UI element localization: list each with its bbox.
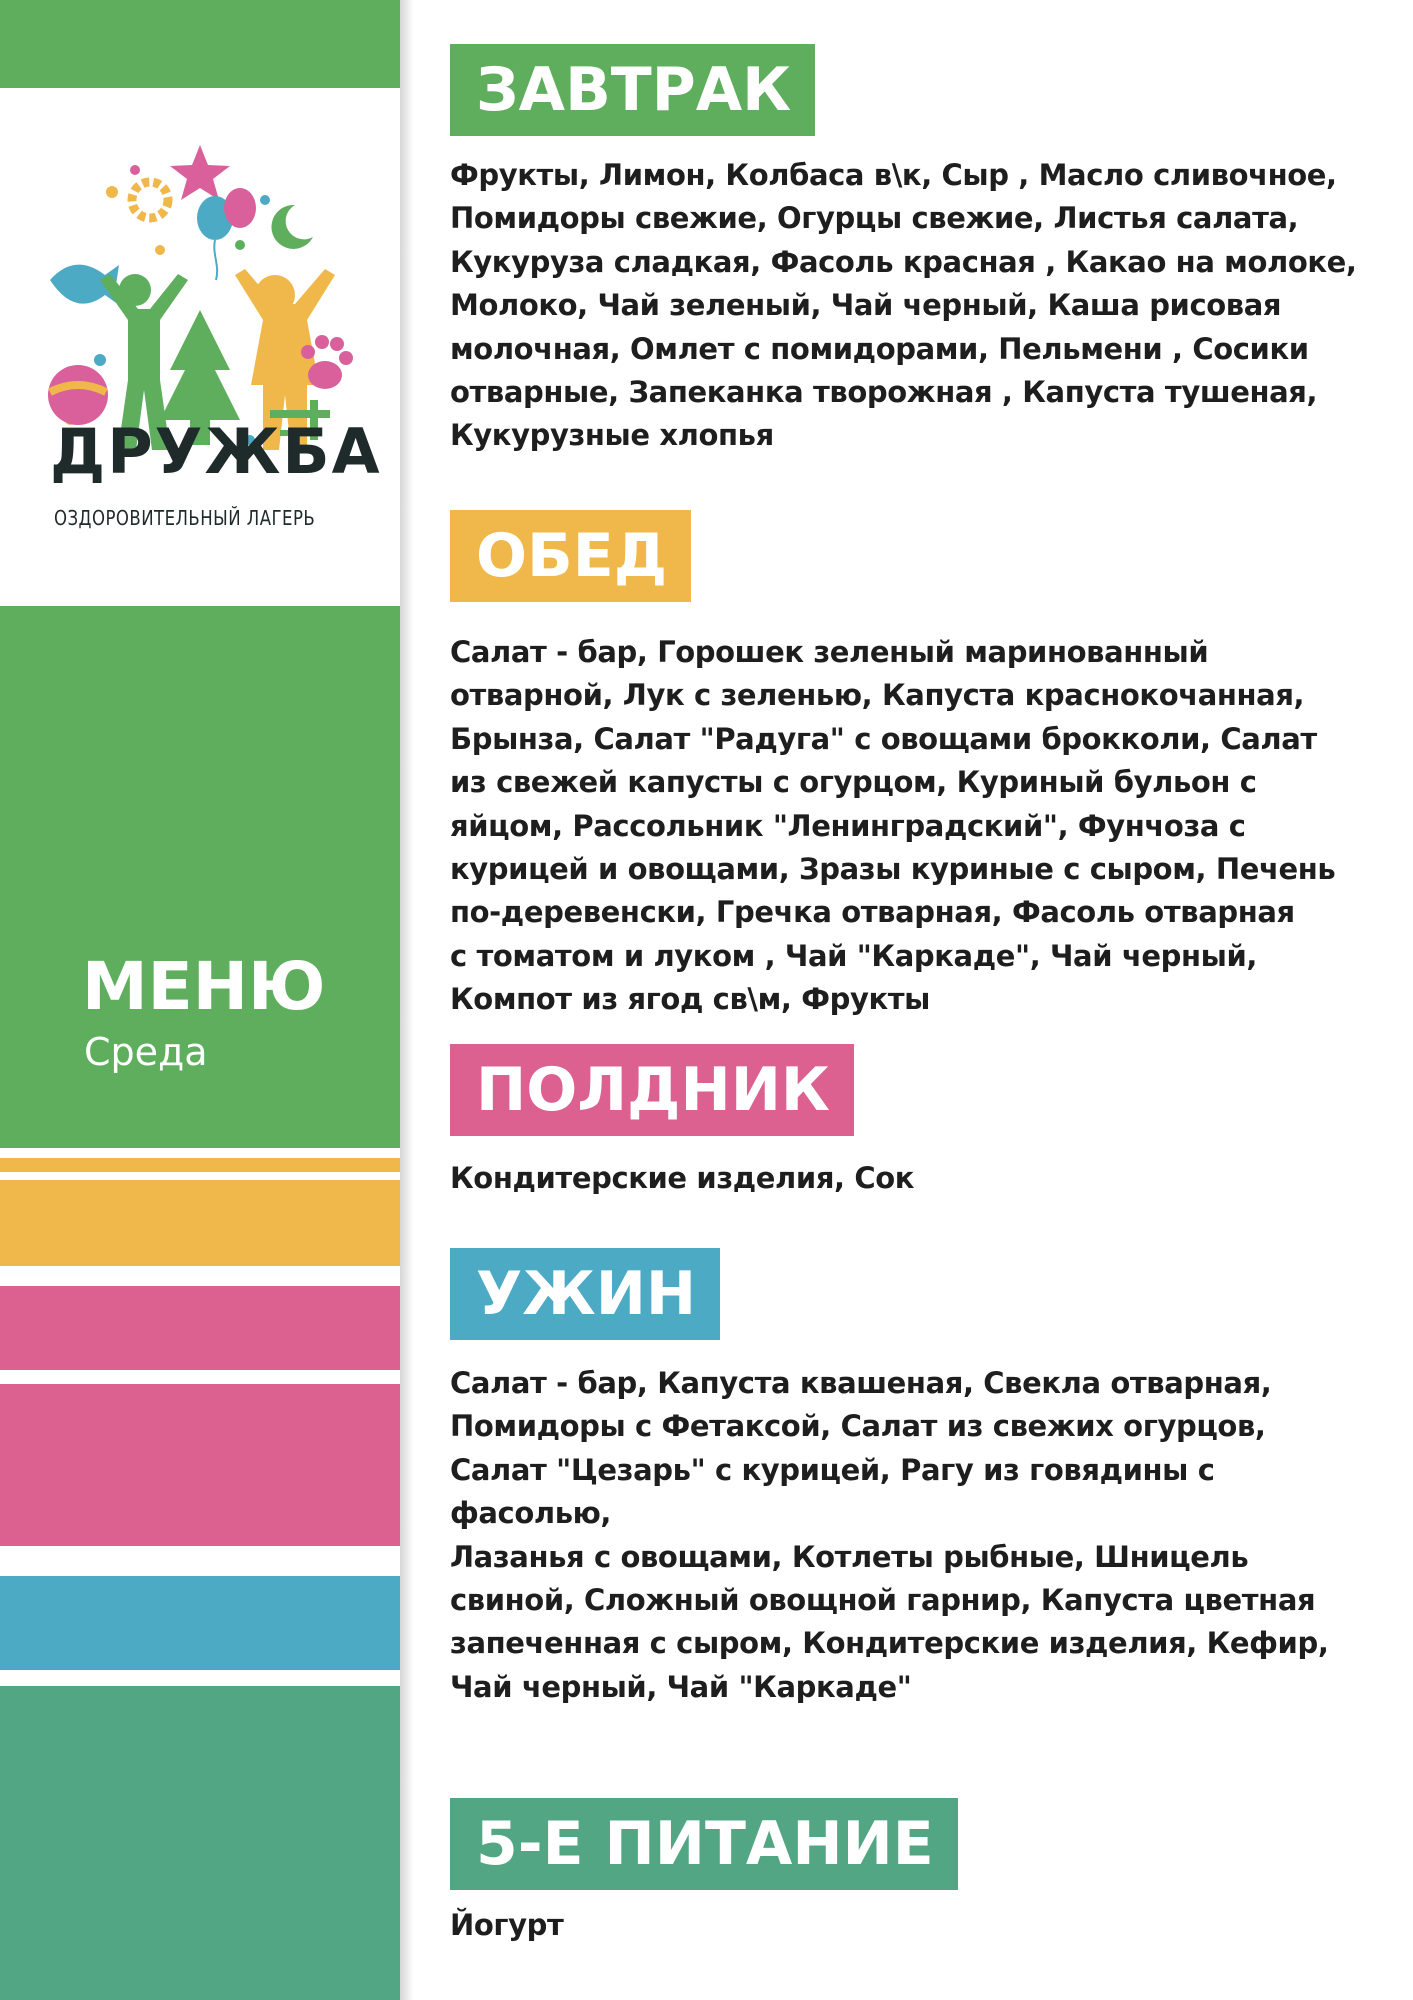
- balloon-icon: [224, 188, 256, 228]
- teal-bottom-panel: [0, 1686, 400, 2000]
- snack-header: ПОЛДНИК: [450, 1044, 854, 1136]
- top-green-band: [0, 0, 400, 88]
- brand-name: ДРУЖБА: [50, 415, 382, 488]
- sidebar-shadow: [400, 0, 414, 2000]
- sun-icon: [132, 182, 168, 218]
- yellow-thin-stripe: [0, 1158, 400, 1172]
- breakfast-header: ЗАВТРАК: [450, 44, 815, 136]
- star-icon: [170, 145, 230, 200]
- menu-day: Среда: [84, 1030, 208, 1074]
- pink-stripe: [0, 1286, 400, 1370]
- snack-text: Кондитерские изделия, Сок: [450, 1161, 915, 1195]
- lunch-text: Салат - бар, Горошек зеленый маринованный отварной, Лук с зеленью, Капуста краснокочанная, Брынза, Салат "Радуга" с овощами брокколи, Салат из свежей капусты с огурцом, Куриный бульон с яйцом, Рассольник "Ленинградский", Фунчоза с курицей и овощами, Зразы куриные с сыром, Печень по-деревенски, Гречка отварная, Фасоль отварная с томатом и луком , Чай "Каркаде", Чай черный, Компот из ягод св\м, Фрукты: [450, 635, 1336, 1017]
- yellow-stripe: [0, 1180, 400, 1266]
- pink-stripe-large: [0, 1384, 400, 1546]
- camp-logo-illustration: [40, 130, 360, 560]
- dinner-text: Салат - бар, Капуста квашеная, Свекла отварная, Помидоры с Фетаксой, Салат из свежих огурцов, Салат "Цезарь" с курицей, Рагу из говядины с фасолью, Лазанья с овощами, Котлеты рыбные, Шницель свиной, Сложный овощной гарнир, Капуста цветная запеченная с сыром, Кондитерские изделия, Кефир, Чай черный, Чай "Каркаде": [450, 1366, 1329, 1704]
- sidebar: [0, 0, 400, 2000]
- lunch-header: ОБЕД: [450, 510, 691, 602]
- moon-icon: [271, 205, 313, 249]
- breakfast-text: Фрукты, Лимон, Колбаса в\к, Сыр , Масло сливочное, Помидоры свежие, Огурцы свежие, Листья салата, Кукуруза сладкая, Фасоль красная , Какао на молоке, Молоко, Чай зеленый, Чай черный, Каша рисовая молочная, Омлет с помидорами, Пельмени , Сосики отварные, Запеканка творожная , Капуста тушеная, Кукурузные хлопья: [450, 158, 1357, 453]
- brand-subtitle: ОЗДОРОВИТЕЛЬНЫЙ ЛАГЕРЬ: [54, 506, 316, 530]
- fifth-meal-header: 5-Е ПИТАНИЕ: [450, 1798, 958, 1890]
- fifth-meal-text: Йогурт: [450, 1908, 564, 1942]
- menu-title: МЕНЮ: [82, 948, 326, 1025]
- blue-stripe: [0, 1576, 400, 1670]
- dinner-header: УЖИН: [450, 1248, 720, 1340]
